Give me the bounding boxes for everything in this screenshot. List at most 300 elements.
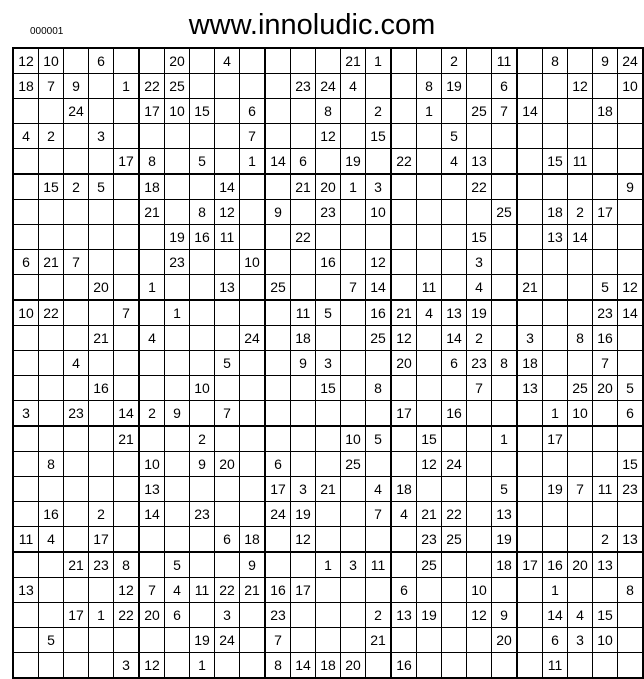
grid-cell[interactable]: 12 (316, 124, 341, 149)
grid-cell[interactable]: 1 (165, 300, 190, 326)
grid-cell[interactable] (517, 300, 543, 326)
grid-cell[interactable] (492, 401, 518, 427)
grid-cell[interactable] (64, 48, 89, 74)
grid-cell[interactable] (240, 401, 266, 427)
grid-cell[interactable]: 3 (215, 603, 240, 628)
grid-cell[interactable]: 6 (391, 578, 417, 603)
grid-cell[interactable]: 17 (265, 477, 291, 502)
grid-cell[interactable] (442, 225, 467, 250)
grid-cell[interactable] (442, 99, 467, 124)
grid-cell[interactable]: 6 (492, 74, 518, 99)
grid-cell[interactable]: 20 (215, 452, 240, 477)
grid-cell[interactable] (114, 326, 140, 351)
grid-cell[interactable] (114, 351, 140, 376)
grid-cell[interactable]: 19 (492, 527, 518, 553)
grid-cell[interactable]: 11 (417, 275, 442, 301)
grid-cell[interactable] (265, 48, 291, 74)
grid-cell[interactable] (215, 300, 240, 326)
grid-cell[interactable] (89, 225, 114, 250)
grid-cell[interactable] (467, 401, 492, 427)
grid-cell[interactable] (568, 426, 593, 452)
grid-cell[interactable] (13, 99, 39, 124)
grid-cell[interactable] (13, 275, 39, 301)
grid-cell[interactable] (240, 275, 266, 301)
grid-cell[interactable] (64, 376, 89, 401)
grid-cell[interactable] (517, 452, 543, 477)
grid-cell[interactable] (391, 99, 417, 124)
grid-cell[interactable]: 2 (467, 326, 492, 351)
grid-cell[interactable] (64, 200, 89, 225)
grid-cell[interactable] (64, 426, 89, 452)
grid-cell[interactable]: 9 (190, 452, 215, 477)
grid-cell[interactable] (316, 578, 341, 603)
grid-cell[interactable] (215, 326, 240, 351)
grid-cell[interactable] (265, 74, 291, 99)
grid-cell[interactable]: 18 (139, 174, 165, 200)
grid-cell[interactable] (165, 174, 190, 200)
grid-cell[interactable]: 25 (492, 200, 518, 225)
grid-cell[interactable]: 8 (366, 376, 392, 401)
grid-cell[interactable] (517, 603, 543, 628)
grid-cell[interactable] (39, 225, 64, 250)
grid-cell[interactable] (467, 452, 492, 477)
grid-cell[interactable] (190, 74, 215, 99)
grid-cell[interactable]: 13 (593, 552, 618, 578)
grid-cell[interactable] (517, 527, 543, 553)
grid-cell[interactable] (492, 124, 518, 149)
grid-cell[interactable]: 21 (316, 477, 341, 502)
grid-cell[interactable]: 19 (190, 628, 215, 653)
grid-cell[interactable] (64, 527, 89, 553)
grid-cell[interactable] (341, 351, 366, 376)
grid-cell[interactable] (543, 376, 568, 401)
grid-cell[interactable]: 5 (39, 628, 64, 653)
grid-cell[interactable]: 13 (618, 527, 644, 553)
grid-cell[interactable]: 10 (366, 200, 392, 225)
grid-cell[interactable]: 10 (568, 401, 593, 427)
grid-cell[interactable] (517, 250, 543, 275)
grid-cell[interactable] (291, 200, 316, 225)
grid-cell[interactable]: 9 (240, 552, 266, 578)
grid-cell[interactable] (442, 603, 467, 628)
grid-cell[interactable]: 11 (291, 300, 316, 326)
grid-cell[interactable]: 20 (89, 275, 114, 301)
grid-cell[interactable]: 24 (64, 99, 89, 124)
grid-cell[interactable] (341, 401, 366, 427)
grid-cell[interactable]: 24 (215, 628, 240, 653)
grid-cell[interactable] (417, 653, 442, 679)
grid-cell[interactable]: 5 (190, 149, 215, 175)
grid-cell[interactable]: 25 (165, 74, 190, 99)
grid-cell[interactable] (240, 225, 266, 250)
grid-cell[interactable] (64, 477, 89, 502)
grid-cell[interactable] (568, 452, 593, 477)
grid-cell[interactable] (114, 174, 140, 200)
grid-cell[interactable]: 6 (13, 250, 39, 275)
grid-cell[interactable] (13, 149, 39, 175)
grid-cell[interactable] (114, 124, 140, 149)
grid-cell[interactable] (391, 250, 417, 275)
grid-cell[interactable]: 6 (291, 149, 316, 175)
grid-cell[interactable] (467, 628, 492, 653)
grid-cell[interactable]: 1 (139, 275, 165, 301)
grid-cell[interactable] (517, 653, 543, 679)
grid-cell[interactable] (39, 426, 64, 452)
grid-cell[interactable] (64, 502, 89, 527)
grid-cell[interactable] (492, 149, 518, 175)
grid-cell[interactable] (139, 426, 165, 452)
grid-cell[interactable] (391, 74, 417, 99)
grid-cell[interactable]: 2 (568, 200, 593, 225)
grid-cell[interactable] (89, 401, 114, 427)
grid-cell[interactable] (316, 502, 341, 527)
grid-cell[interactable] (492, 452, 518, 477)
grid-cell[interactable] (139, 527, 165, 553)
grid-cell[interactable] (467, 426, 492, 452)
grid-cell[interactable] (39, 401, 64, 427)
grid-cell[interactable] (114, 250, 140, 275)
grid-cell[interactable] (190, 174, 215, 200)
grid-cell[interactable]: 19 (442, 74, 467, 99)
grid-cell[interactable]: 15 (190, 99, 215, 124)
grid-cell[interactable] (543, 124, 568, 149)
grid-cell[interactable]: 23 (291, 74, 316, 99)
grid-cell[interactable] (417, 578, 442, 603)
grid-cell[interactable]: 12 (291, 527, 316, 553)
grid-cell[interactable] (240, 351, 266, 376)
grid-cell[interactable] (618, 426, 644, 452)
grid-cell[interactable] (240, 477, 266, 502)
grid-cell[interactable]: 20 (391, 351, 417, 376)
grid-cell[interactable]: 23 (64, 401, 89, 427)
grid-cell[interactable]: 23 (417, 527, 442, 553)
grid-cell[interactable]: 12 (467, 603, 492, 628)
grid-cell[interactable]: 5 (492, 477, 518, 502)
grid-cell[interactable] (139, 628, 165, 653)
grid-cell[interactable] (39, 603, 64, 628)
grid-cell[interactable]: 17 (517, 552, 543, 578)
grid-cell[interactable] (13, 628, 39, 653)
grid-cell[interactable]: 22 (114, 603, 140, 628)
grid-cell[interactable]: 15 (366, 124, 392, 149)
grid-cell[interactable] (517, 149, 543, 175)
grid-cell[interactable] (165, 351, 190, 376)
grid-cell[interactable] (391, 552, 417, 578)
grid-cell[interactable]: 6 (265, 452, 291, 477)
grid-cell[interactable]: 4 (568, 603, 593, 628)
grid-cell[interactable]: 11 (366, 552, 392, 578)
grid-cell[interactable]: 20 (568, 552, 593, 578)
grid-cell[interactable] (517, 174, 543, 200)
grid-cell[interactable] (442, 426, 467, 452)
grid-cell[interactable] (291, 452, 316, 477)
grid-cell[interactable] (618, 250, 644, 275)
grid-cell[interactable]: 5 (215, 351, 240, 376)
grid-cell[interactable] (467, 74, 492, 99)
grid-cell[interactable]: 19 (291, 502, 316, 527)
grid-cell[interactable]: 1 (492, 426, 518, 452)
grid-cell[interactable] (543, 351, 568, 376)
grid-cell[interactable] (341, 376, 366, 401)
grid-cell[interactable] (291, 426, 316, 452)
grid-cell[interactable] (39, 275, 64, 301)
grid-cell[interactable]: 10 (13, 300, 39, 326)
grid-cell[interactable]: 18 (492, 552, 518, 578)
grid-cell[interactable] (190, 124, 215, 149)
grid-cell[interactable] (89, 653, 114, 679)
grid-cell[interactable]: 11 (593, 477, 618, 502)
grid-cell[interactable] (417, 48, 442, 74)
grid-cell[interactable]: 13 (139, 477, 165, 502)
grid-cell[interactable]: 7 (366, 502, 392, 527)
grid-cell[interactable] (593, 124, 618, 149)
grid-cell[interactable]: 22 (467, 174, 492, 200)
grid-cell[interactable] (265, 351, 291, 376)
grid-cell[interactable] (64, 124, 89, 149)
grid-cell[interactable] (139, 48, 165, 74)
grid-cell[interactable] (190, 477, 215, 502)
grid-cell[interactable]: 18 (593, 99, 618, 124)
grid-cell[interactable]: 1 (543, 401, 568, 427)
grid-cell[interactable] (593, 502, 618, 527)
grid-cell[interactable] (366, 452, 392, 477)
grid-cell[interactable]: 9 (593, 48, 618, 74)
grid-cell[interactable] (165, 477, 190, 502)
grid-cell[interactable] (89, 426, 114, 452)
grid-cell[interactable] (593, 174, 618, 200)
grid-cell[interactable] (341, 225, 366, 250)
grid-cell[interactable]: 20 (492, 628, 518, 653)
grid-cell[interactable]: 17 (543, 426, 568, 452)
grid-cell[interactable] (366, 225, 392, 250)
grid-cell[interactable]: 14 (543, 603, 568, 628)
grid-cell[interactable] (215, 477, 240, 502)
grid-cell[interactable] (543, 250, 568, 275)
grid-cell[interactable] (64, 452, 89, 477)
grid-cell[interactable]: 2 (366, 99, 392, 124)
grid-cell[interactable]: 15 (618, 452, 644, 477)
grid-cell[interactable] (543, 326, 568, 351)
grid-cell[interactable] (190, 326, 215, 351)
grid-cell[interactable] (291, 603, 316, 628)
grid-cell[interactable] (265, 99, 291, 124)
grid-cell[interactable]: 2 (139, 401, 165, 427)
grid-cell[interactable]: 7 (39, 74, 64, 99)
grid-cell[interactable] (13, 477, 39, 502)
grid-cell[interactable]: 19 (165, 225, 190, 250)
grid-cell[interactable]: 13 (391, 603, 417, 628)
grid-cell[interactable] (114, 477, 140, 502)
grid-cell[interactable] (291, 48, 316, 74)
grid-cell[interactable] (543, 452, 568, 477)
grid-cell[interactable] (593, 452, 618, 477)
grid-cell[interactable]: 17 (64, 603, 89, 628)
grid-cell[interactable]: 24 (240, 326, 266, 351)
grid-cell[interactable] (13, 225, 39, 250)
grid-cell[interactable]: 3 (316, 351, 341, 376)
grid-cell[interactable] (240, 74, 266, 99)
grid-cell[interactable] (165, 628, 190, 653)
grid-cell[interactable] (139, 376, 165, 401)
grid-cell[interactable] (543, 502, 568, 527)
grid-cell[interactable]: 14 (568, 225, 593, 250)
grid-cell[interactable] (568, 48, 593, 74)
grid-cell[interactable] (391, 225, 417, 250)
grid-cell[interactable] (316, 401, 341, 427)
grid-cell[interactable]: 14 (215, 174, 240, 200)
grid-cell[interactable] (341, 326, 366, 351)
grid-cell[interactable] (215, 376, 240, 401)
grid-cell[interactable] (165, 527, 190, 553)
grid-cell[interactable]: 6 (442, 351, 467, 376)
grid-cell[interactable] (165, 376, 190, 401)
grid-cell[interactable] (316, 225, 341, 250)
grid-cell[interactable]: 10 (593, 628, 618, 653)
grid-cell[interactable] (442, 275, 467, 301)
grid-cell[interactable] (39, 653, 64, 679)
grid-cell[interactable]: 10 (165, 99, 190, 124)
grid-cell[interactable]: 9 (265, 200, 291, 225)
grid-cell[interactable] (391, 124, 417, 149)
grid-cell[interactable]: 23 (467, 351, 492, 376)
grid-cell[interactable] (543, 74, 568, 99)
grid-cell[interactable] (442, 552, 467, 578)
grid-cell[interactable] (240, 603, 266, 628)
grid-cell[interactable] (215, 149, 240, 175)
grid-cell[interactable] (417, 200, 442, 225)
grid-cell[interactable]: 21 (291, 174, 316, 200)
grid-cell[interactable] (13, 552, 39, 578)
grid-cell[interactable] (190, 527, 215, 553)
grid-cell[interactable]: 17 (114, 149, 140, 175)
grid-cell[interactable]: 12 (114, 578, 140, 603)
grid-cell[interactable]: 14 (442, 326, 467, 351)
grid-cell[interactable] (517, 502, 543, 527)
grid-cell[interactable] (568, 578, 593, 603)
grid-cell[interactable]: 12 (417, 452, 442, 477)
grid-cell[interactable] (618, 603, 644, 628)
grid-cell[interactable] (568, 275, 593, 301)
grid-cell[interactable]: 24 (618, 48, 644, 74)
grid-cell[interactable]: 12 (215, 200, 240, 225)
grid-cell[interactable] (593, 74, 618, 99)
grid-cell[interactable] (190, 48, 215, 74)
grid-cell[interactable] (417, 326, 442, 351)
grid-cell[interactable] (316, 452, 341, 477)
grid-cell[interactable] (366, 527, 392, 553)
grid-cell[interactable] (139, 225, 165, 250)
grid-cell[interactable]: 21 (64, 552, 89, 578)
grid-cell[interactable] (467, 527, 492, 553)
grid-cell[interactable] (215, 124, 240, 149)
grid-cell[interactable] (618, 149, 644, 175)
grid-cell[interactable] (89, 149, 114, 175)
grid-cell[interactable]: 16 (39, 502, 64, 527)
grid-cell[interactable] (190, 603, 215, 628)
grid-cell[interactable]: 15 (417, 426, 442, 452)
grid-cell[interactable]: 10 (139, 452, 165, 477)
grid-cell[interactable] (316, 275, 341, 301)
grid-cell[interactable]: 17 (291, 578, 316, 603)
grid-cell[interactable]: 8 (543, 48, 568, 74)
grid-cell[interactable] (467, 48, 492, 74)
grid-cell[interactable]: 22 (139, 74, 165, 99)
grid-cell[interactable]: 2 (442, 48, 467, 74)
grid-cell[interactable] (165, 275, 190, 301)
grid-cell[interactable] (64, 628, 89, 653)
grid-cell[interactable] (366, 351, 392, 376)
grid-cell[interactable] (190, 275, 215, 301)
grid-cell[interactable]: 21 (240, 578, 266, 603)
grid-cell[interactable]: 1 (190, 653, 215, 679)
grid-cell[interactable]: 17 (139, 99, 165, 124)
grid-cell[interactable]: 21 (341, 48, 366, 74)
grid-cell[interactable]: 8 (316, 99, 341, 124)
grid-cell[interactable]: 10 (618, 74, 644, 99)
grid-cell[interactable] (114, 200, 140, 225)
grid-cell[interactable] (618, 99, 644, 124)
grid-cell[interactable]: 12 (13, 48, 39, 74)
grid-cell[interactable]: 4 (366, 477, 392, 502)
grid-cell[interactable]: 16 (89, 376, 114, 401)
grid-cell[interactable]: 2 (64, 174, 89, 200)
grid-cell[interactable] (417, 149, 442, 175)
grid-cell[interactable]: 11 (215, 225, 240, 250)
grid-cell[interactable] (291, 628, 316, 653)
grid-cell[interactable] (265, 174, 291, 200)
grid-cell[interactable] (442, 578, 467, 603)
grid-cell[interactable]: 13 (517, 376, 543, 401)
grid-cell[interactable]: 3 (517, 326, 543, 351)
grid-cell[interactable]: 22 (291, 225, 316, 250)
grid-cell[interactable]: 2 (89, 502, 114, 527)
grid-cell[interactable]: 15 (543, 149, 568, 175)
grid-cell[interactable]: 9 (618, 174, 644, 200)
grid-cell[interactable] (316, 603, 341, 628)
grid-cell[interactable] (89, 300, 114, 326)
grid-cell[interactable] (391, 48, 417, 74)
grid-cell[interactable]: 11 (13, 527, 39, 553)
grid-cell[interactable]: 1 (341, 174, 366, 200)
grid-cell[interactable] (568, 653, 593, 679)
grid-cell[interactable]: 8 (190, 200, 215, 225)
grid-cell[interactable]: 13 (543, 225, 568, 250)
grid-cell[interactable] (64, 149, 89, 175)
grid-cell[interactable]: 14 (517, 99, 543, 124)
grid-cell[interactable] (13, 376, 39, 401)
grid-cell[interactable] (467, 477, 492, 502)
grid-cell[interactable] (442, 628, 467, 653)
grid-cell[interactable] (568, 300, 593, 326)
grid-cell[interactable]: 1 (89, 603, 114, 628)
grid-cell[interactable] (467, 124, 492, 149)
grid-cell[interactable] (316, 426, 341, 452)
grid-cell[interactable] (593, 149, 618, 175)
grid-cell[interactable]: 6 (89, 48, 114, 74)
grid-cell[interactable]: 4 (417, 300, 442, 326)
grid-cell[interactable] (593, 250, 618, 275)
grid-cell[interactable]: 1 (114, 74, 140, 99)
grid-cell[interactable] (492, 578, 518, 603)
grid-cell[interactable]: 4 (442, 149, 467, 175)
grid-cell[interactable]: 1 (366, 48, 392, 74)
grid-cell[interactable]: 13 (13, 578, 39, 603)
grid-cell[interactable]: 18 (291, 326, 316, 351)
grid-cell[interactable] (366, 401, 392, 427)
grid-cell[interactable]: 14 (139, 502, 165, 527)
grid-cell[interactable] (190, 552, 215, 578)
grid-cell[interactable]: 3 (568, 628, 593, 653)
